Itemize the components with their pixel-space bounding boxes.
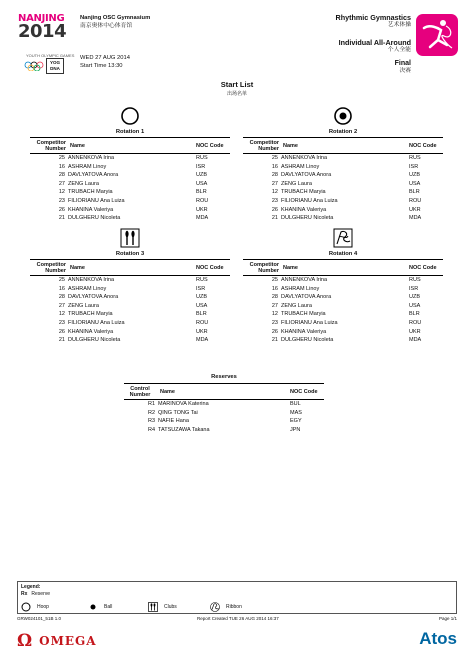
table-row: [124, 409, 324, 418]
table-row: [30, 328, 230, 337]
competitor-number: 25: [58, 277, 65, 283]
competitor-name: ANNENKOVA Irina: [281, 277, 328, 283]
noc-code: UKR: [196, 206, 208, 213]
venue-name: Nanjing OSC Gymnasium: [80, 15, 151, 21]
competitor-name: ASHRAM Linoy: [281, 163, 320, 170]
noc-code: USA: [196, 302, 208, 309]
noc-code: UZB: [409, 172, 420, 179]
competitor-name: TRUBACH Maryia: [68, 311, 113, 318]
competitor-name: ZENG Laura: [281, 302, 312, 309]
competitor-name: ASHRAM Linoy: [68, 285, 107, 292]
noc-code: USA: [409, 180, 421, 187]
title-main: Start List: [220, 80, 254, 89]
phase-name: Final: [394, 60, 411, 67]
competitor-number: 16: [271, 285, 278, 292]
table-row: [243, 163, 443, 172]
event-block: [336, 14, 412, 75]
noc-code: UZB: [196, 294, 207, 301]
competitor-name: KHANINA Valeriya: [281, 206, 327, 213]
competitor-number: 27: [58, 180, 65, 187]
table-row: [30, 285, 230, 294]
noc-code: ISR: [409, 285, 419, 292]
noc-code: ISR: [196, 285, 206, 292]
competitor-name: DULGHERU Nicoleta: [281, 337, 334, 344]
noc-code: UKR: [196, 328, 208, 335]
event-date: WED 27 AUG 2014: [80, 55, 130, 61]
noc-code: ISR: [196, 163, 206, 170]
olympic-rings-icon: [24, 61, 44, 71]
reserve-name: QING TONG Tai: [158, 409, 198, 416]
rotation-label: Rotation 3: [115, 251, 145, 257]
col-competitor-number: Competitor Number: [243, 260, 281, 276]
competitor-name: ASHRAM Linoy: [68, 163, 107, 170]
reserve-name: MARINOVA Katerina: [158, 401, 209, 407]
table-row: [30, 319, 230, 328]
rotation-table: [243, 137, 443, 223]
nanjing-2014-logo: [18, 13, 76, 71]
competitor-number: 21: [58, 215, 65, 222]
competitor-name: DULGHERU Nicoleta: [281, 215, 334, 222]
table-row: [124, 400, 324, 409]
ball-icon: [333, 106, 353, 126]
table-row: [243, 336, 443, 345]
control-number: R2: [147, 409, 155, 416]
competitor-name: ANNENKOVA Irina: [281, 155, 328, 161]
clubs-icon: [120, 228, 140, 248]
competitor-name: DAVLYATOVA Anora: [281, 172, 332, 179]
yog-dna-badge: YOG DNA: [46, 58, 64, 74]
col-noc-code: NOC Code: [290, 384, 324, 400]
logo-year: 2014: [18, 21, 67, 42]
competitor-name: ZENG Laura: [68, 302, 99, 309]
competitor-name: ZENG Laura: [281, 180, 312, 187]
competitor-number: 26: [271, 328, 278, 335]
omega-wordmark: OMEGA: [39, 634, 97, 648]
legend-rx-code: Rx: [21, 591, 28, 597]
venue-name-cn: 南京奥体中心体育馆: [80, 22, 133, 29]
venue-block: [80, 15, 150, 30]
noc-code: RUS: [409, 155, 421, 161]
omega-symbol-icon: Ω: [17, 631, 34, 651]
noc-code: ROU: [196, 319, 209, 326]
competitor-name: ASHRAM Linoy: [281, 285, 320, 292]
col-competitor-number: Competitor Number: [243, 138, 281, 154]
col-noc-code: NOC Code: [409, 138, 443, 154]
legend-title: Legend:: [21, 584, 41, 590]
competitor-name: ZENG Laura: [68, 180, 99, 187]
col-name: Name: [158, 384, 290, 400]
noc-code: EGY: [290, 418, 302, 425]
legend-clubs-label: Clubs: [164, 604, 177, 610]
noc-code: USA: [196, 180, 208, 187]
control-number: R4: [147, 426, 155, 433]
table-row: [243, 154, 443, 163]
noc-code: BLR: [409, 311, 420, 318]
legend-hoop: [21, 601, 49, 613]
competitor-name: FILIORIANU Ana Luiza: [68, 319, 125, 326]
competitor-number: 28: [58, 172, 65, 179]
legend-ball-label: Ball: [104, 604, 113, 610]
legend-hoop-label: Hoop: [37, 604, 49, 610]
competitor-number: 28: [58, 294, 65, 301]
competitor-number: 25: [271, 155, 278, 161]
legend-reserve: [21, 591, 50, 597]
control-number: R3: [147, 418, 155, 425]
table-row: [30, 206, 230, 215]
table-row: [243, 302, 443, 311]
col-name: Name: [68, 260, 196, 276]
competitor-number: 23: [271, 197, 278, 204]
noc-code: MDA: [196, 337, 209, 344]
competitor-name: ANNENKOVA Irina: [68, 277, 115, 283]
competitor-name: FILIORIANU Ana Luiza: [68, 197, 125, 204]
legend-rx-label: Reserve: [31, 591, 51, 597]
document-code: GRW024101_51B 1.0: [17, 616, 61, 621]
table-row: [30, 163, 230, 172]
competitor-name: DAVLYATOVA Anora: [281, 294, 332, 301]
table-row: [243, 285, 443, 294]
competitor-name: FILIORIANU Ana Luiza: [281, 197, 338, 204]
table-row: [30, 171, 230, 180]
competitor-number: 16: [271, 163, 278, 170]
ball-icon: [88, 602, 98, 612]
competitor-name: DAVLYATOVA Anora: [68, 172, 119, 179]
competitor-number: 12: [271, 189, 278, 196]
noc-code: BLR: [196, 189, 207, 196]
noc-code: MDA: [409, 215, 422, 222]
table-row: [30, 154, 230, 163]
competitor-number: 27: [271, 302, 278, 309]
competitor-number: 23: [58, 319, 65, 326]
col-competitor-number: Competitor Number: [30, 260, 68, 276]
logo-word: NANJING: [18, 13, 65, 24]
competitor-number: 25: [58, 155, 65, 161]
noc-code: ROU: [409, 197, 422, 204]
table-row: [30, 197, 230, 206]
page-number: Page 1/1: [438, 616, 457, 621]
table-header-row: [243, 138, 443, 154]
sport-name-cn: 艺术体操: [387, 21, 411, 28]
col-noc-code: NOC Code: [196, 138, 230, 154]
rotation-table: [30, 259, 230, 345]
rotation-label: Rotation 1: [115, 129, 145, 135]
phase-name-cn: 决赛: [399, 67, 411, 74]
hoop-icon: [120, 106, 140, 126]
page-header: [0, 0, 474, 80]
competitor-number: 25: [271, 277, 278, 283]
noc-code: ROU: [196, 197, 209, 204]
col-control-number: Control Number: [124, 384, 158, 400]
rotation-label: Rotation 2: [328, 129, 358, 135]
table-row: [243, 197, 443, 206]
col-name: Name: [281, 260, 409, 276]
noc-code: UZB: [196, 172, 207, 179]
competitor-name: KHANINA Valeriya: [68, 328, 114, 335]
noc-code: RUS: [409, 277, 421, 283]
rhythmic-gymnastics-pictogram-icon: [416, 14, 458, 56]
reserves-table: [124, 383, 324, 434]
hoop-icon: [21, 602, 31, 612]
competitor-number: 26: [271, 206, 278, 213]
noc-code: BLR: [196, 311, 207, 318]
table-row: [243, 293, 443, 302]
competitor-name: DULGHERU Nicoleta: [68, 337, 121, 344]
table-header-row: [30, 138, 230, 154]
noc-code: MAS: [290, 409, 302, 416]
table-row: [30, 180, 230, 189]
legend-ribbon: [210, 601, 242, 613]
table-row: [243, 171, 443, 180]
table-row: [243, 206, 443, 215]
ribbon-icon: [210, 602, 220, 612]
competitor-number: 27: [271, 180, 278, 187]
clubs-icon: [148, 602, 158, 612]
rotation-1-block: [30, 106, 230, 231]
reserve-name: NAFIE Hana: [158, 418, 189, 425]
competitor-number: 12: [58, 189, 65, 196]
table-row: [30, 302, 230, 311]
competitor-name: ANNENKOVA Irina: [68, 155, 115, 161]
competitor-number: 26: [58, 328, 65, 335]
title-sub: 出场名单: [226, 91, 247, 97]
col-competitor-number: Competitor Number: [30, 138, 68, 154]
table-row: [243, 328, 443, 337]
rotation-table: [243, 259, 443, 345]
competitor-number: 21: [271, 337, 278, 344]
col-name: Name: [281, 138, 409, 154]
table-row: [124, 417, 324, 426]
rotation-label: Rotation 4: [328, 251, 358, 257]
noc-code: BUL: [290, 401, 301, 407]
reserves-title: Reserves: [211, 374, 237, 380]
noc-code: UZB: [409, 294, 420, 301]
col-noc-code: NOC Code: [409, 260, 443, 276]
competitor-name: TRUBACH Maryia: [68, 189, 113, 196]
competitor-name: DULGHERU Nicoleta: [68, 215, 121, 222]
competitor-name: KHANINA Valeriya: [68, 206, 114, 213]
table-row: [30, 276, 230, 285]
noc-code: JPN: [290, 426, 301, 433]
noc-code: ROU: [409, 319, 422, 326]
table-row: [30, 188, 230, 197]
competitor-number: 28: [271, 294, 278, 301]
competitor-number: 12: [271, 311, 278, 318]
table-header-row: [243, 260, 443, 276]
table-row: [243, 276, 443, 285]
noc-code: BLR: [409, 189, 420, 196]
reserve-name: TATSUZAWA Takana: [158, 426, 210, 433]
legend-ribbon-label: Ribbon: [226, 604, 242, 610]
competitor-number: 21: [58, 337, 65, 344]
noc-code: MDA: [196, 215, 209, 222]
table-header-row: [30, 260, 230, 276]
legend-clubs: [148, 601, 177, 613]
table-header-row: [124, 384, 324, 400]
competitor-number: 26: [58, 206, 65, 213]
competitor-number: 23: [58, 197, 65, 204]
legend-box: [17, 581, 457, 614]
rotation-4-block: [243, 228, 443, 353]
noc-code: RUS: [196, 277, 208, 283]
noc-code: USA: [409, 302, 421, 309]
omega-logo: [17, 632, 97, 650]
control-number: R1: [147, 401, 155, 407]
document-title: [0, 80, 474, 97]
table-row: [243, 319, 443, 328]
table-row: [243, 310, 443, 319]
table-row: [243, 180, 443, 189]
competitor-number: 27: [58, 302, 65, 309]
noc-code: RUS: [196, 155, 208, 161]
table-row: [30, 336, 230, 345]
col-name: Name: [68, 138, 196, 154]
table-row: [30, 293, 230, 302]
competitor-number: 23: [271, 319, 278, 326]
rotation-table: [30, 137, 230, 223]
table-row: [243, 214, 443, 223]
competitor-number: 21: [271, 215, 278, 222]
competitor-name: FILIORIANU Ana Luiza: [281, 319, 338, 326]
ribbon-icon: [333, 228, 353, 248]
sport-name: Rhythmic Gymnastics: [335, 13, 411, 22]
competitor-name: DAVLYATOVA Anora: [68, 294, 119, 301]
reserves-block: [124, 374, 324, 434]
competitor-number: 16: [58, 163, 65, 170]
competitor-number: 16: [58, 285, 65, 292]
table-row: [30, 214, 230, 223]
competitor-name: KHANINA Valeriya: [281, 328, 327, 335]
legend-ball: [88, 601, 112, 613]
competitor-number: 28: [271, 172, 278, 179]
event-name: Individual All-Around: [338, 38, 411, 47]
atos-logo: Atos: [419, 629, 457, 648]
report-created: Report Created TUE 26 AUG 2014 16:37: [197, 616, 279, 621]
table-row: [243, 188, 443, 197]
event-name-cn: 个人全能: [387, 46, 411, 53]
noc-code: UKR: [409, 328, 421, 335]
start-time: Start Time 13:30: [80, 62, 123, 69]
competitor-number: 12: [58, 311, 65, 318]
date-block: [80, 55, 130, 70]
noc-code: MDA: [409, 337, 422, 344]
col-noc-code: NOC Code: [196, 260, 230, 276]
table-row: [124, 426, 324, 435]
noc-code: UKR: [409, 206, 421, 213]
noc-code: ISR: [409, 163, 419, 170]
competitor-name: TRUBACH Maryia: [281, 189, 326, 196]
competitor-name: TRUBACH Maryia: [281, 311, 326, 318]
rotation-3-block: [30, 228, 230, 353]
rotation-2-block: [243, 106, 443, 231]
logo-subtitle: YOUTH OLYMPIC GAMES: [26, 53, 75, 58]
table-row: [30, 310, 230, 319]
